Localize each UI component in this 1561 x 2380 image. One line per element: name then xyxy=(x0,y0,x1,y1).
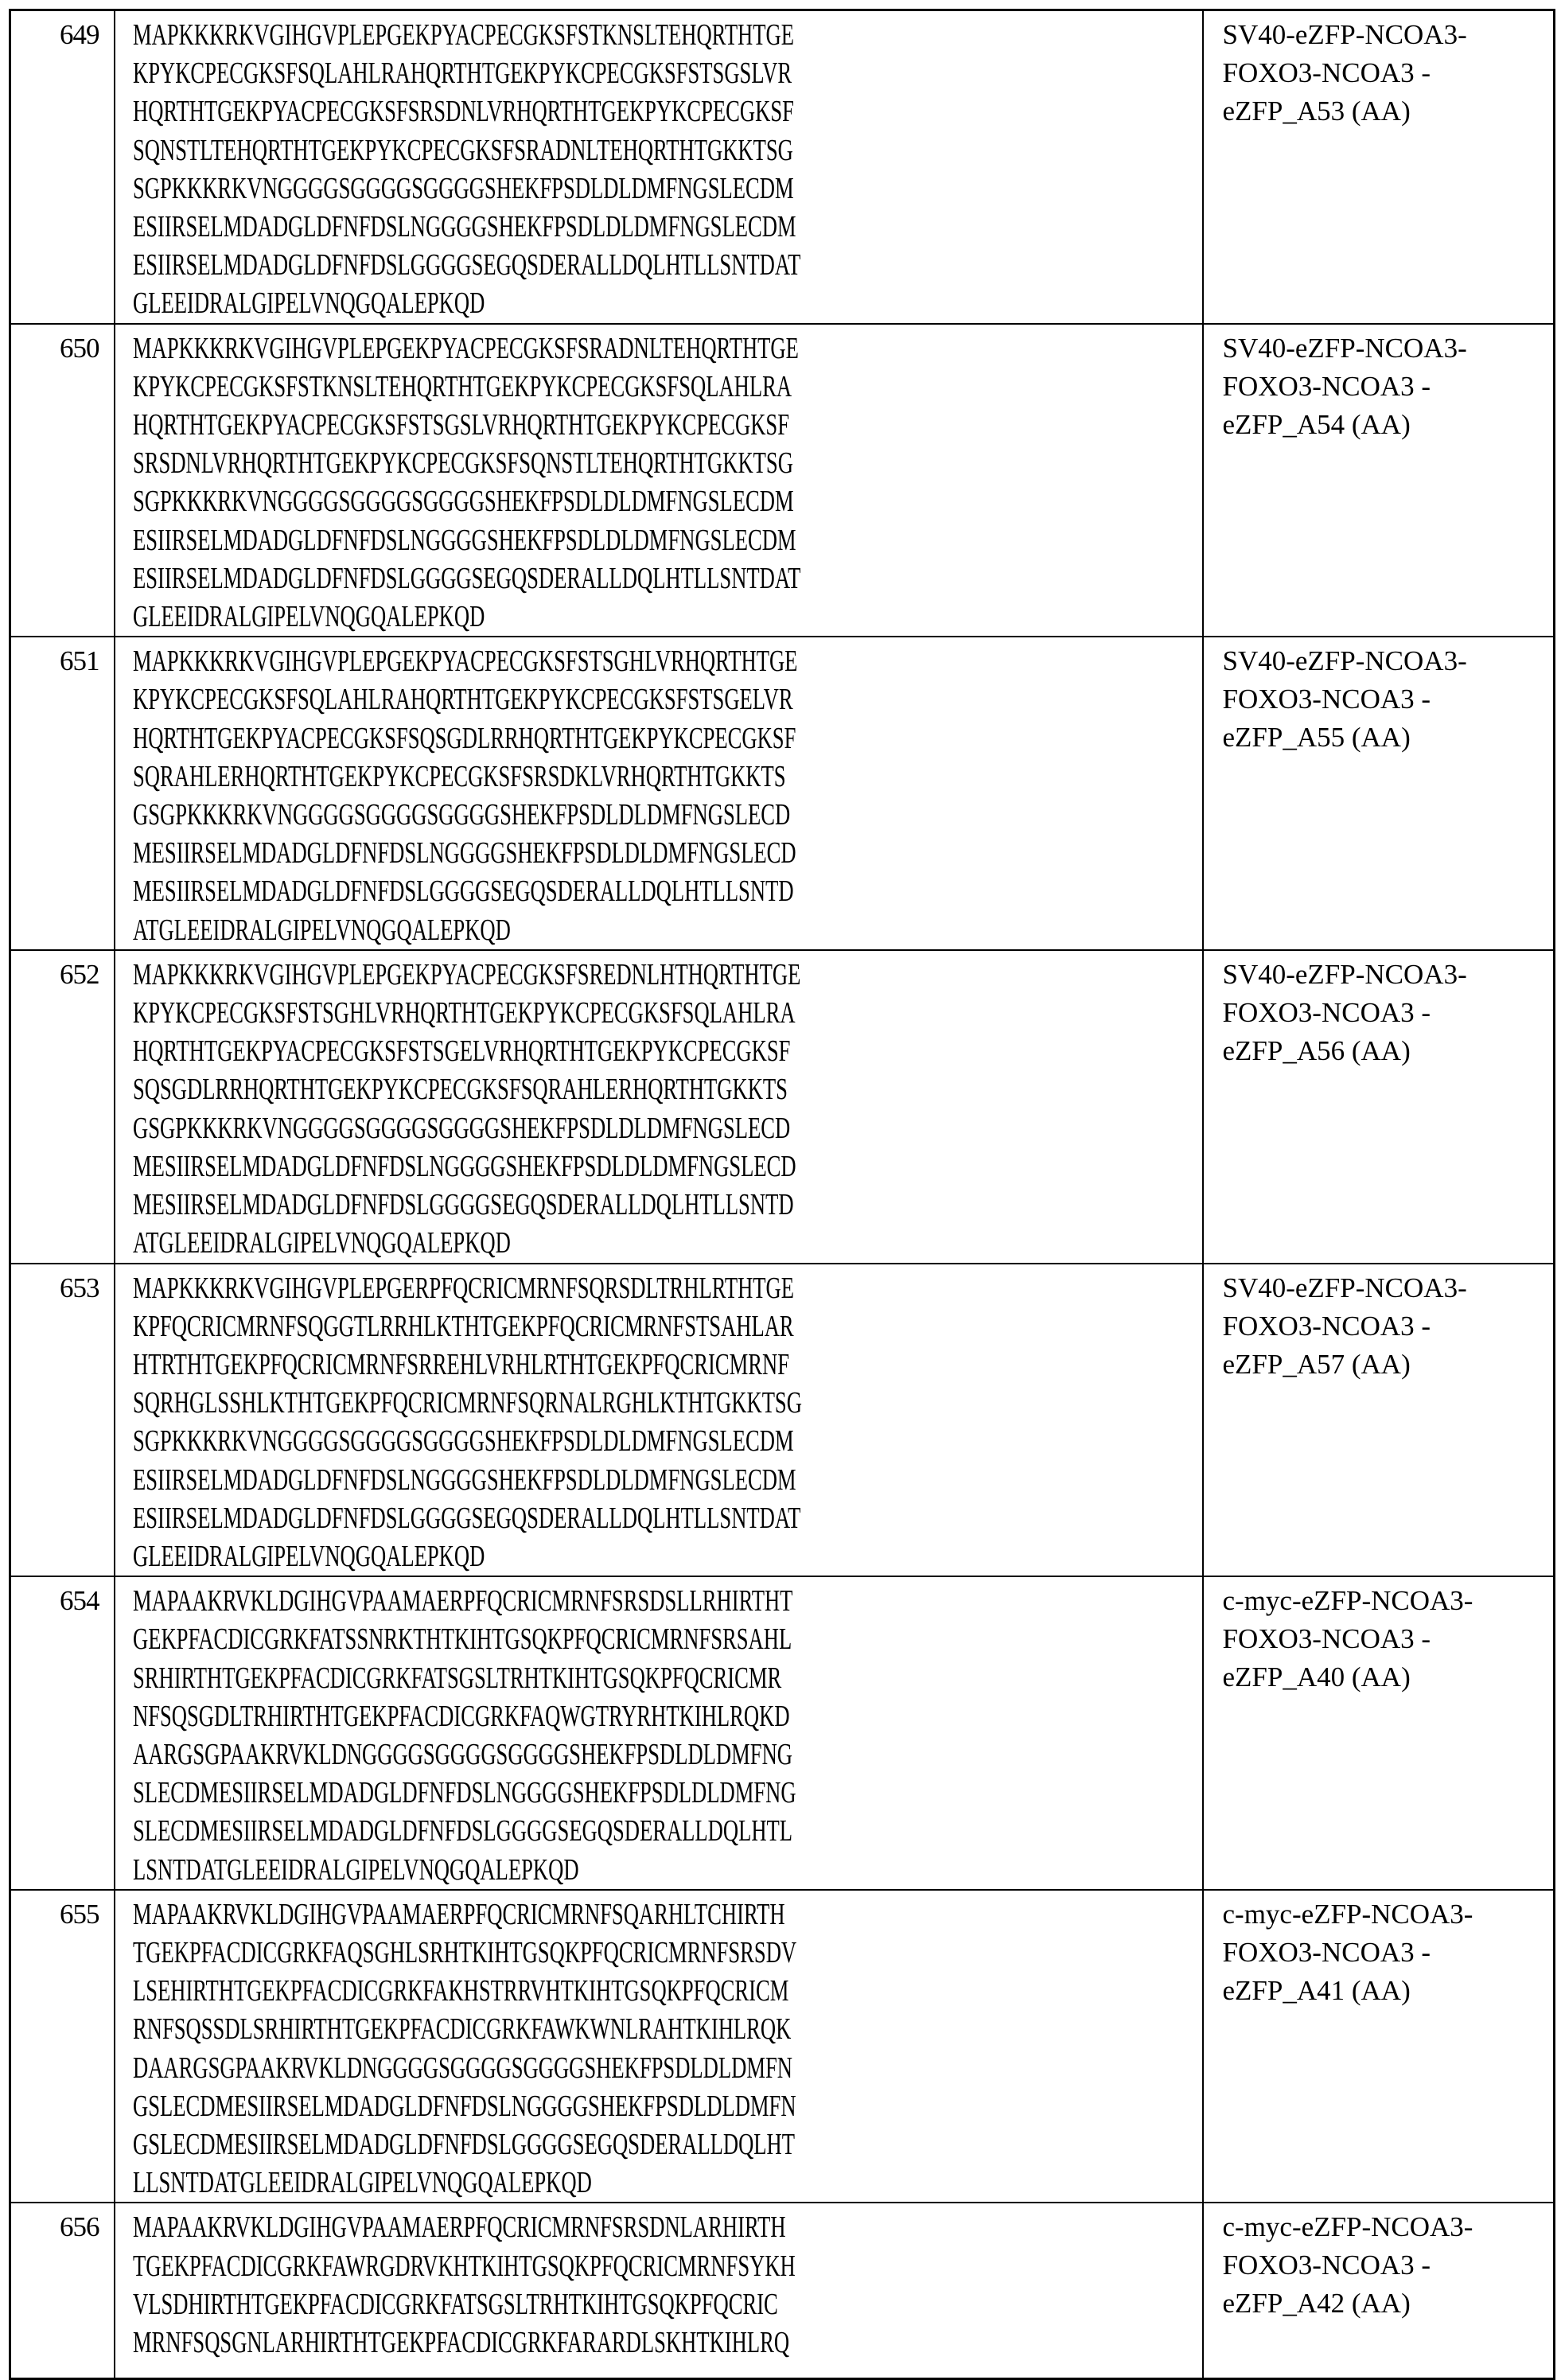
sequence-line: MRNFSQSGNLARHIRTHTGEKPFACDICGRKFARARDLSKHTKIHLRQ xyxy=(132,2325,789,2359)
sequence-line: SQSGDLRRHQRTHTGEKPYKCPECGKSFSQRAHLERHQRTHTGKKTS xyxy=(132,1073,788,1107)
description-line: SV40-eZFP-NCOA3- xyxy=(1222,1272,1467,1303)
sequence-line: SQNSTLTEHQRTHTGEKPYKCPECGKSFSRADNLTEHQRTHTGKKTSG xyxy=(132,133,793,167)
sequence-line: ESIIRSELMDADGLDFNFDSLNGGGGSHEKFPSDLDLDMFNGSLECDM xyxy=(132,1463,796,1497)
sequence-line: MAPKKKRKVGIHGVPLEPGERPFQCRICMRNFSQRSDLTRHLRTHTGE xyxy=(132,1271,794,1305)
sequence-cell xyxy=(115,2203,1203,2378)
sequence-line: KPYKCPECGKSFSTSGHLVRHQRTHTGEKPYKCPECGKSFSQLAHLRA xyxy=(132,996,796,1030)
sequence-line: MAPAAKRVKLDGIHGVPAAMAERPFQCRICMRNFSRSDNLARHIRTH xyxy=(132,2211,786,2245)
sequence-line: VLSDHIRTHTGEKPFACDICGRKFATSGSLTRHTKIHTGSQKPFQCRIC xyxy=(132,2287,778,2321)
sequence-cell xyxy=(115,1264,1203,1577)
sequence-line: GSLECDMESIIRSELMDADGLDFNFDSLGGGGSEGQSDERALLDQLHT xyxy=(132,2127,795,2161)
sequence-cell xyxy=(115,10,1203,324)
description-line: c-myc-eZFP-NCOA3- xyxy=(1222,2211,1473,2243)
sequence-line: ATGLEEIDRALGIPELVNQGQALEPKQD xyxy=(132,1226,511,1260)
sequence-line: ESIIRSELMDADGLDFNFDSLGGGGSEGQSDERALLDQLHTLLSNTDAT xyxy=(132,1501,800,1535)
description-line: eZFP_A40 (AA) xyxy=(1222,1661,1411,1693)
table-row xyxy=(10,324,1555,637)
sequence-line: SGPKKKRKVNGGGGSGGGGSGGGGSHEKFPSDLDLDMFNGSLECDM xyxy=(132,485,794,519)
description-cell xyxy=(1203,1890,1555,2203)
sequence-line: HQRTHTGEKPYACPECGKSFSTSGELVRHQRTHTGEKPYKCPECGKSF xyxy=(132,1034,790,1069)
description-line: FOXO3-NCOA3 - xyxy=(1222,57,1431,88)
sequence-line: SGPKKKRKVNGGGGSGGGGSGGGGSHEKFPSDLDLDMFNGSLECDM xyxy=(132,171,794,205)
sequence-line: KPFQCRICMRNFSQGGTLRRHLKTHTGEKPFQCRICMRNFSTSAHLAR xyxy=(132,1309,794,1343)
description-line: SV40-eZFP-NCOA3- xyxy=(1222,958,1467,990)
seq-id-cell: 651 xyxy=(10,637,115,950)
sequence-cell xyxy=(115,324,1203,637)
sequence-line: RNFSQSSDLSRHIRTHTGEKPFACDICGRKFAWKWNLRAHTKIHLRQK xyxy=(132,2012,791,2047)
sequence-line: ESIIRSELMDADGLDFNFDSLNGGGGSHEKFPSDLDLDMFNGSLECDM xyxy=(132,210,796,244)
description-line: SV40-eZFP-NCOA3- xyxy=(1222,332,1467,364)
table-row xyxy=(10,637,1555,950)
sequence-line: SQRAHLERHQRTHTGEKPYKCPECGKSFSRSDKLVRHQRTHTGKKTS xyxy=(132,759,786,793)
table-row xyxy=(10,1576,1555,1890)
sequence-line: SRHIRTHTGEKPFACDICGRKFATSGSLTRHTKIHTGSQKPFQCRICMR xyxy=(132,1661,781,1695)
sequence-line: GEKPFACDICGRKFATSSNRKTHTKIHTGSQKPFQCRICMRNFSRSAHL xyxy=(132,1622,792,1657)
description-cell xyxy=(1203,950,1555,1264)
description-cell xyxy=(1203,10,1555,324)
sequence-line: SRSDNLVRHQRTHTGEKPYKCPECGKSFSQNSTLTEHQRTHTGKKTSG xyxy=(132,446,793,481)
sequence-cell xyxy=(115,1890,1203,2203)
sequence-line: MESIIRSELMDADGLDFNFDSLNGGGGSHEKFPSDLDLDMFNGSLECD xyxy=(132,1149,796,1183)
sequence-line: GSLECDMESIIRSELMDADGLDFNFDSLNGGGGSHEKFPSDLDLDMFN xyxy=(132,2089,796,2123)
table-row xyxy=(10,950,1555,1264)
sequence-cell xyxy=(115,637,1203,950)
sequence-line: SQRHGLSSHLKTHTGEKPFQCRICMRNFSQRNALRGHLKTHTGKKTSG xyxy=(132,1386,802,1420)
sequence-line: ATGLEEIDRALGIPELVNQGQALEPKQD xyxy=(132,913,511,947)
sequence-line: MAPKKKRKVGIHGVPLEPGEKPYACPECGKSFSTSGHLVRHQRTHTGE xyxy=(132,645,797,679)
sequence-line: MESIIRSELMDADGLDFNFDSLGGGGSEGQSDERALLDQLHTLLSNTD xyxy=(132,1188,794,1222)
description-line: FOXO3-NCOA3 - xyxy=(1222,684,1431,715)
sequence-line: KPYKCPECGKSFSQLAHLRAHQRTHTGEKPYKCPECGKSFSTSGSLVR xyxy=(132,56,792,91)
sequence-line: DAARGSGPAAKRVKLDNGGGGSGGGGSGGGGSHEKFPSDLDLDMFN xyxy=(132,2051,792,2085)
sequence-line: LSEHIRTHTGEKPFACDICGRKFAKHSTRRVHTKIHTGSQKPFQCRICM xyxy=(132,1974,788,2008)
description-line: eZFP_A42 (AA) xyxy=(1222,2288,1411,2320)
sequence-line: SLECDMESIIRSELMDADGLDFNFDSLNGGGGSHEKFPSDLDLDMFNG xyxy=(132,1776,796,1810)
description-line: eZFP_A53 (AA) xyxy=(1222,95,1411,127)
sequence-line: MESIIRSELMDADGLDFNFDSLNGGGGSHEKFPSDLDLDMFNGSLECD xyxy=(132,836,796,871)
table-row xyxy=(10,1264,1555,1577)
description-line: eZFP_A54 (AA) xyxy=(1222,408,1411,440)
sequence-line: HQRTHTGEKPYACPECGKSFSTSGSLVRHQRTHTGEKPYKCPECGKSF xyxy=(132,408,789,442)
description-line: c-myc-eZFP-NCOA3- xyxy=(1222,1585,1473,1617)
sequence-line: GSGPKKKRKVNGGGGSGGGGSGGGGSHEKFPSDLDLDMFNGSLECD xyxy=(132,798,790,832)
sequence-line: AARGSGPAAKRVKLDNGGGGSGGGGSGGGGSHEKFPSDLDLDMFNG xyxy=(132,1737,792,1771)
sequence-line: NFSQSGDLTRHIRTHTGEKPFACDICGRKFAQWGTRYRHTKIHLRQKD xyxy=(132,1699,790,1733)
description-line: c-myc-eZFP-NCOA3- xyxy=(1222,1898,1473,1930)
sequence-line: ESIIRSELMDADGLDFNFDSLNGGGGSHEKFPSDLDLDMFNGSLECDM xyxy=(132,523,796,557)
description-line: eZFP_A57 (AA) xyxy=(1222,1348,1411,1380)
sequence-line: MESIIRSELMDADGLDFNFDSLGGGGSEGQSDERALLDQLHTLLSNTD xyxy=(132,874,794,909)
sequence-line: KPYKCPECGKSFSQLAHLRAHQRTHTGEKPYKCPECGKSFSTSGELVR xyxy=(132,683,793,717)
description-line: FOXO3-NCOA3 - xyxy=(1222,1936,1431,1968)
description-line: FOXO3-NCOA3 - xyxy=(1222,2250,1431,2281)
sequence-line: MAPAAKRVKLDGIHGVPAAMAERPFQCRICMRNFSRSDSLLRHIRTHT xyxy=(132,1584,792,1618)
sequence-line: LLSNTDATGLEEIDRALGIPELVNQGQALEPKQD xyxy=(132,2166,592,2200)
seq-id-cell: 649 xyxy=(10,10,115,324)
description-line: eZFP_A41 (AA) xyxy=(1222,1974,1411,2006)
sequence-cell xyxy=(115,950,1203,1264)
description-cell xyxy=(1203,1576,1555,1890)
seq-id-cell: 655 xyxy=(10,1890,115,2203)
sequence-line: KPYKCPECGKSFSTKNSLTEHQRTHTGEKPYKCPECGKSFSQLAHLRA xyxy=(132,369,792,403)
table-row xyxy=(10,1890,1555,2203)
sequence-line: MAPKKKRKVGIHGVPLEPGEKPYACPECGKSFSTKNSLTEHQRTHTGE xyxy=(132,18,794,52)
description-cell xyxy=(1203,324,1555,637)
sequence-line: LSNTDATGLEEIDRALGIPELVNQGQALEPKQD xyxy=(132,1852,579,1887)
description-line: FOXO3-NCOA3 - xyxy=(1222,370,1431,402)
description-line: FOXO3-NCOA3 - xyxy=(1222,996,1431,1028)
description-line: eZFP_A55 (AA) xyxy=(1222,722,1411,754)
seq-id-cell: 652 xyxy=(10,950,115,1264)
sequence-line: ESIIRSELMDADGLDFNFDSLGGGGSEGQSDERALLDQLHTLLSNTDAT xyxy=(132,561,800,595)
sequence-cell xyxy=(115,1576,1203,1890)
seq-id-cell: 654 xyxy=(10,1576,115,1890)
description-line: eZFP_A56 (AA) xyxy=(1222,1034,1411,1066)
sequence-line: TGEKPFACDICGRKFAQSGHLSRHTKIHTGSQKPFQCRICMRNFSRSDV xyxy=(132,1935,796,1969)
seq-id-cell: 653 xyxy=(10,1264,115,1577)
sequence-line: MAPKKKRKVGIHGVPLEPGEKPYACPECGKSFSREDNLHTHQRTHTGE xyxy=(132,957,800,991)
sequence-line: TGEKPFACDICGRKFAWRGDRVKHTKIHTGSQKPFQCRICMRNFSYKH xyxy=(132,2249,796,2283)
sequence-line: HQRTHTGEKPYACPECGKSFSRSDNLVRHQRTHTGEKPYKCPECGKSF xyxy=(132,95,794,129)
seq-id-cell: 656 xyxy=(10,2203,115,2378)
description-line: SV40-eZFP-NCOA3- xyxy=(1222,645,1467,677)
sequence-table xyxy=(9,9,1555,2380)
sequence-line: MAPAAKRVKLDGIHGVPAAMAERPFQCRICMRNFSQARHLTCHIRTH xyxy=(132,1897,785,1931)
sequence-line: MAPKKKRKVGIHGVPLEPGEKPYACPECGKSFSRADNLTEHQRTHTGE xyxy=(132,331,799,365)
sequence-table-body xyxy=(10,10,1555,2379)
seq-id-cell: 650 xyxy=(10,324,115,637)
sequence-line: HTRTHTGEKPFQCRICMRNFSRREHLVRHLRTHTGEKPFQCRICMRNF xyxy=(132,1347,789,1381)
description-line: FOXO3-NCOA3 - xyxy=(1222,1310,1431,1342)
sequence-line: HQRTHTGEKPYACPECGKSFSQSGDLRRHQRTHTGEKPYKCPECGKSF xyxy=(132,721,796,755)
table-row xyxy=(10,2203,1555,2378)
description-line: FOXO3-NCOA3 - xyxy=(1222,1623,1431,1655)
description-cell xyxy=(1203,1264,1555,1577)
sequence-line: ESIIRSELMDADGLDFNFDSLGGGGSEGQSDERALLDQLHTLLSNTDAT xyxy=(132,248,800,282)
description-line: SV40-eZFP-NCOA3- xyxy=(1222,19,1467,50)
sequence-line: GSGPKKKRKVNGGGGSGGGGSGGGGSHEKFPSDLDLDMFNGSLECD xyxy=(132,1111,790,1145)
description-cell xyxy=(1203,2203,1555,2378)
sequence-line: SLECDMESIIRSELMDADGLDFNFDSLGGGGSEGQSDERALLDQLHTL xyxy=(132,1814,792,1848)
sequence-line: GLEEIDRALGIPELVNQGQALEPKQD xyxy=(132,600,485,634)
sequence-line: GLEEIDRALGIPELVNQGQALEPKQD xyxy=(132,286,485,321)
sequence-line: GLEEIDRALGIPELVNQGQALEPKQD xyxy=(132,1539,485,1573)
sequence-line: SGPKKKRKVNGGGGSGGGGSGGGGSHEKFPSDLDLDMFNGSLECDM xyxy=(132,1424,794,1459)
table-row xyxy=(10,10,1555,324)
description-cell xyxy=(1203,637,1555,950)
